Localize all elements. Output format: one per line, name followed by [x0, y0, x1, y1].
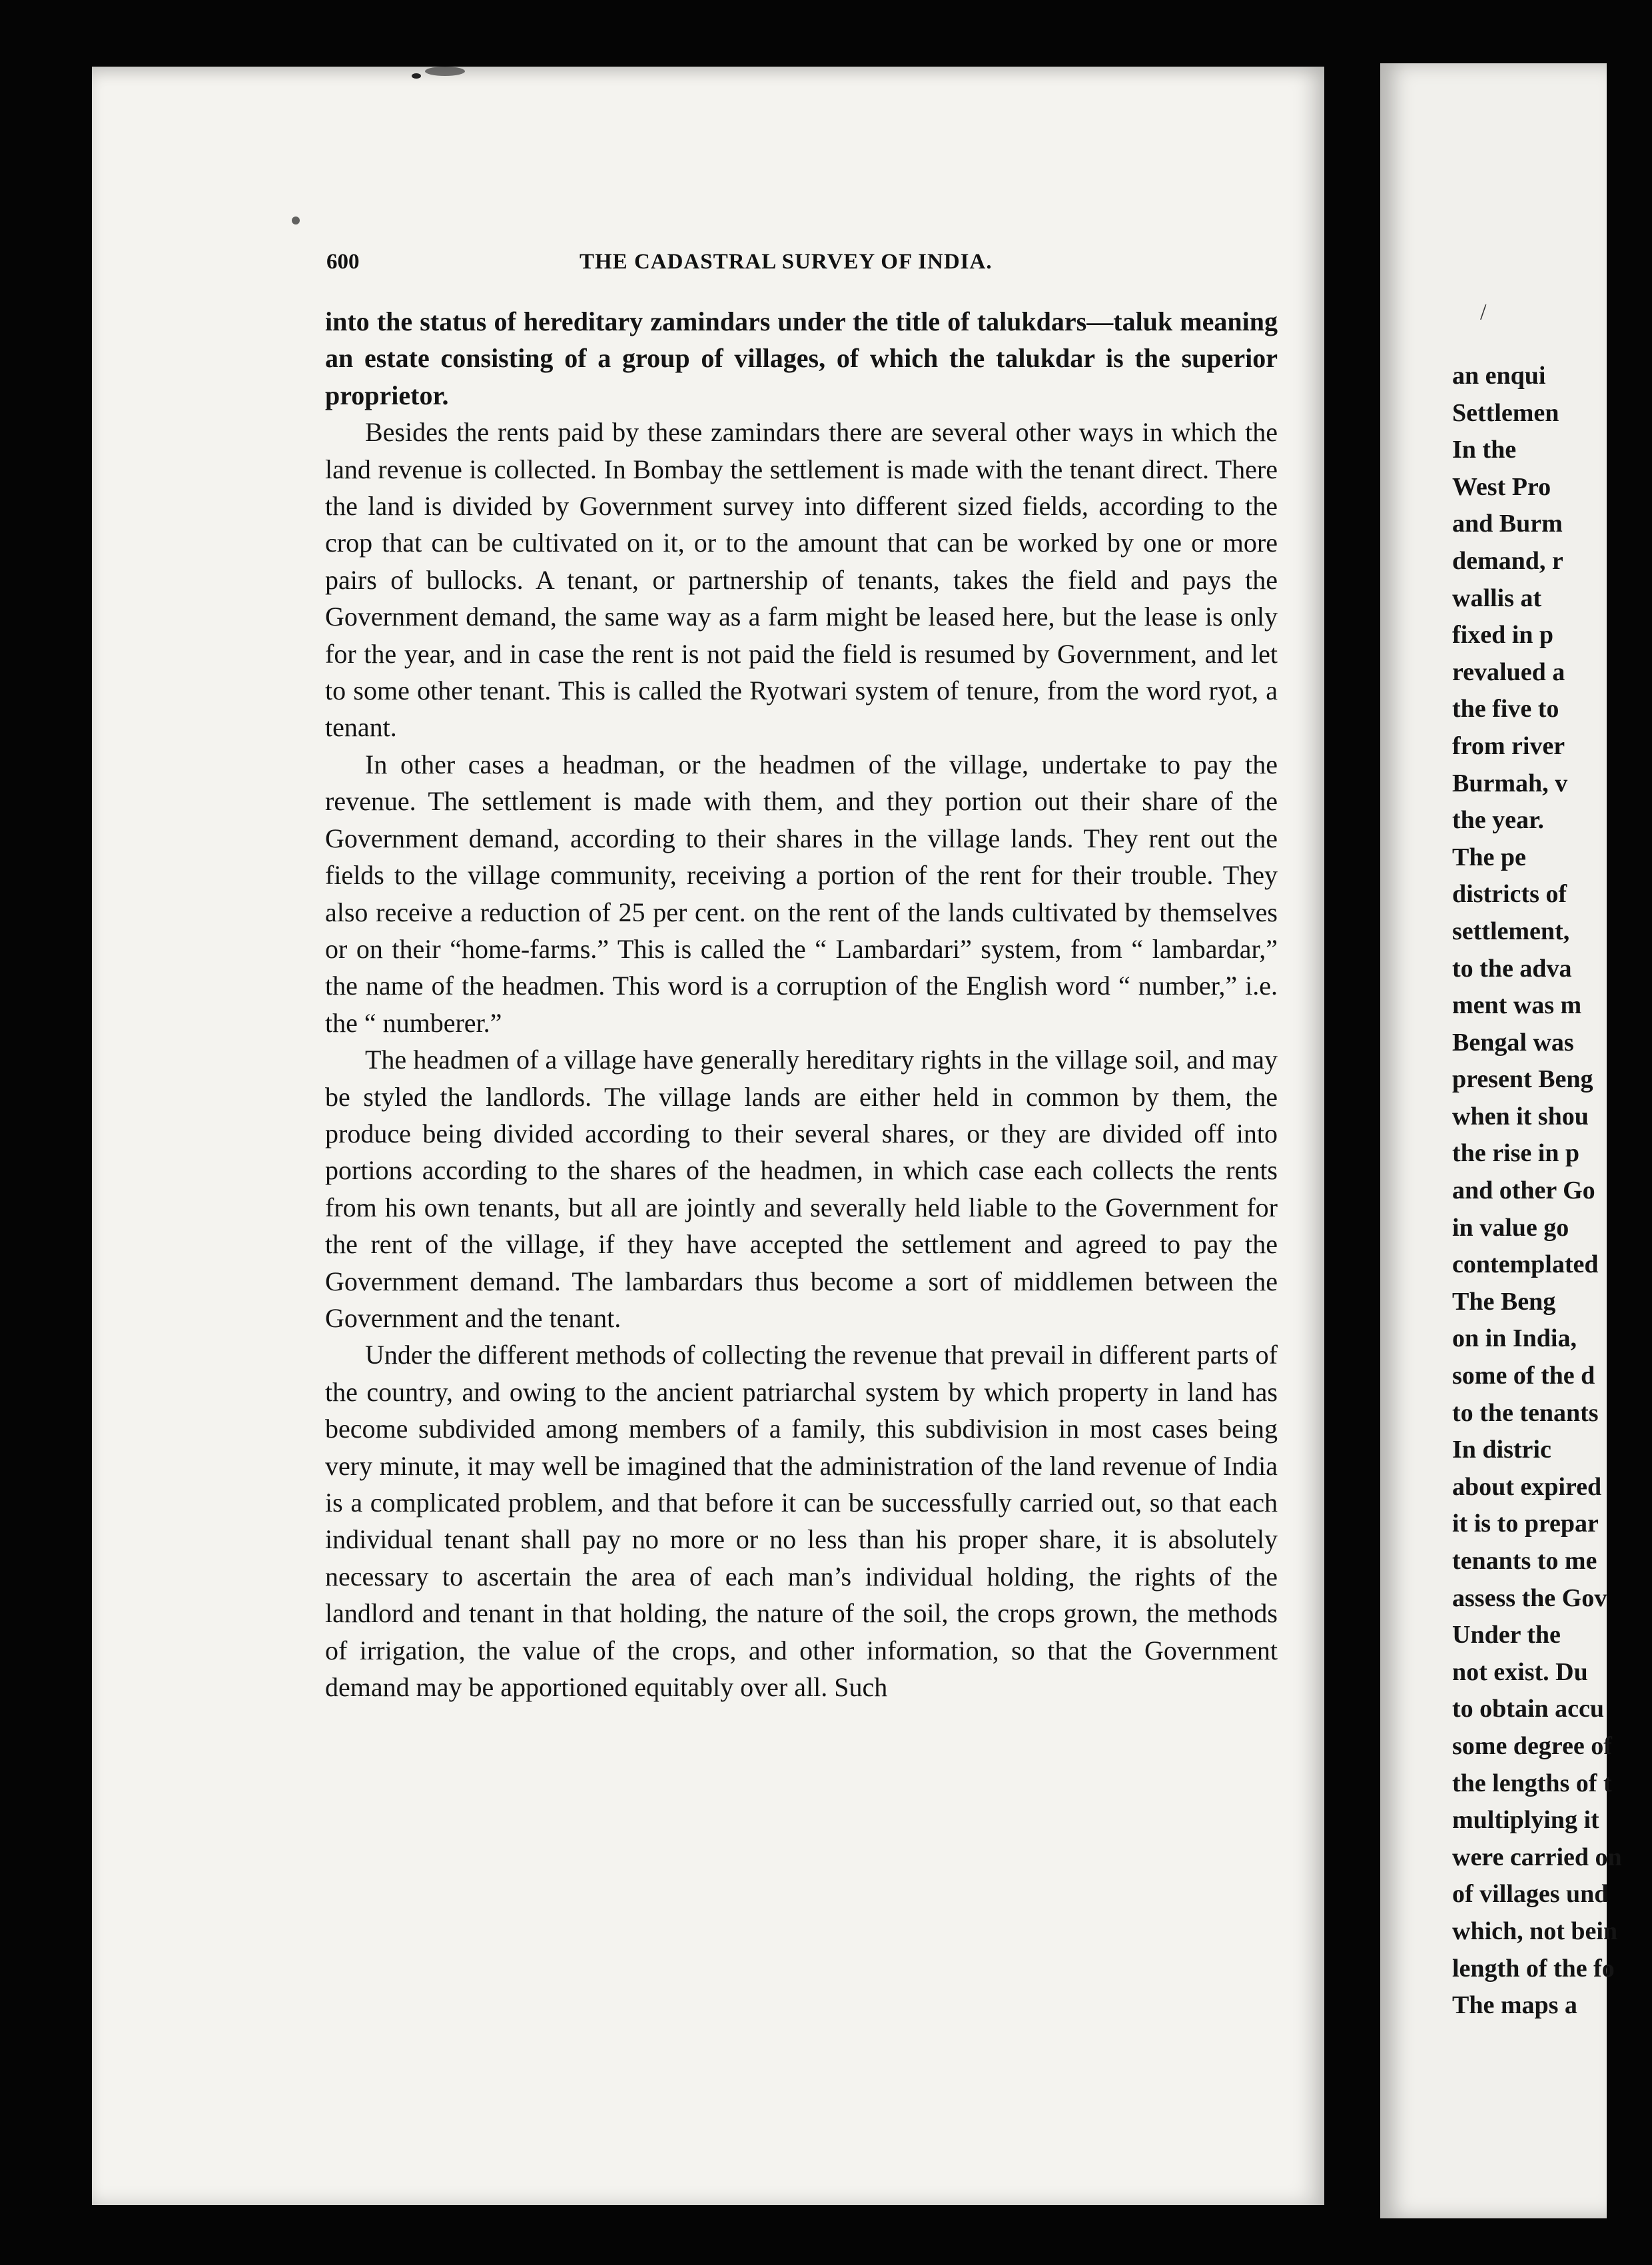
right-page-line: to the tenants [1452, 1398, 1599, 1427]
right-page-line: settlement, [1452, 917, 1570, 945]
right-page-line: to obtain accu [1452, 1695, 1604, 1723]
right-page-line: and other Go [1452, 1176, 1595, 1205]
ink-speck [412, 73, 421, 79]
right-page-line: the five to [1452, 695, 1559, 723]
page-header [233, 250, 1279, 290]
ink-speck [292, 217, 300, 225]
right-page-line: not exist. Du [1452, 1657, 1588, 1686]
right-page-line: when it shou [1452, 1102, 1589, 1131]
right-page-line: Settlemen [1452, 398, 1559, 427]
right-page-line: West Pro [1452, 472, 1551, 501]
right-page-line: tenants to me [1452, 1547, 1597, 1575]
right-page-line: from river [1452, 731, 1565, 760]
running-title: THE CADASTRAL SURVEY OF INDIA. [580, 250, 993, 274]
paragraph: In other cases a headman, or the headmen of the village, undertake to pay the revenue. The settlement is made with them, and they portion out their share of the Government demand, according to their shares in the village lands. They rent out the fields to the village community, receiving a portion of the rent for their trouble. They also receive a reduction of 25 per cent. on the rent of the lands cultivated by themselves or on their “home-farms.” This is called the “ Lambardari” system, from “ lambardar,” the name of the headmen. This word is a corruption of the English word “ number,” i.e. the “ numberer.” [325, 749, 1278, 1038]
body-text [325, 303, 1278, 1705]
paragraph: Under the different methods of collecting the revenue that prevail in different parts of the country, and owing to the ancient patriarchal system by which property in land has become subdivided among members of a family, this subdivision in most cases being very minute, it may well be imagined that the administration of the land revenue of India is a complicated problem, and that before it can be successfully carried out, so that each individual tenant shall pay no more or no less than his proper share, it is absolutely necessary to ascertain the area of each man’s individual holding, the rights of the landlord and tenant in that holding, the nature of the soil, the crops grown, the methods of irrigation, the value of the crops, and other information, so that the Government demand may be apportioned equitably over all. Such [325, 1340, 1278, 1703]
right-page-line: and Burm [1452, 510, 1563, 538]
right-page-line: assess the Gov [1452, 1584, 1607, 1612]
right-page-line: Bengal was [1452, 1028, 1574, 1057]
right-page-line: it is to prepar [1452, 1510, 1599, 1538]
right-page-line: The pe [1452, 843, 1526, 871]
right-page-line: length of the fo [1452, 1954, 1615, 1983]
right-page-line: on in India, [1452, 1324, 1577, 1353]
paragraph: Besides the rents paid by these zamindars there are several other ways in which the land revenue is collected. In Bombay the settlement is made with the tenant direct. There the land is divided by Government survey into different sized fields, according to the crop that can be cultivated on it, or to the amount that can be worked by one or more pairs of bullocks. A tenant, or partnership of tenants, takes the field and pays the Government demand, the same way as a farm might be leased here, but the lease is only for the year, and in case the rent is not paid the field is resumed by Government, and let to some other tenant. This is called the Ryotwari system of tenure, from the word ryot, a tenant. [325, 417, 1278, 743]
right-page-line: In the [1452, 436, 1517, 464]
right-page-mark: / [1480, 300, 1487, 324]
right-page-line: the year. [1452, 806, 1544, 835]
page-number: 600 [326, 250, 360, 274]
right-page-line: ment was m [1452, 991, 1582, 1020]
paragraph: into the status of hereditary zamindars under the title of talukdars—taluk meaning an estate consisting of a group of villages, of which the talukdar is the superior proprietor. [325, 306, 1278, 410]
right-page-line: to the adva [1452, 954, 1572, 983]
right-page-line: wallis at [1452, 584, 1542, 612]
right-page-line: fixed in p [1452, 621, 1554, 650]
right-page-line: The maps a [1452, 1991, 1577, 2020]
right-page-line: some of the d [1452, 1362, 1595, 1390]
right-page-line: about expired [1452, 1472, 1602, 1501]
right-page-line: contemplated [1452, 1250, 1599, 1279]
ink-speck [425, 67, 465, 76]
right-page-line: revalued a [1452, 658, 1565, 686]
right-page-line: In distric [1452, 1436, 1551, 1464]
right-page-line: The Beng [1452, 1287, 1556, 1316]
paragraph: The headmen of a village have generally hereditary rights in the village soil, and may be styled the landlords. The village lands are either held in common by them, the produce being divided according to their several shares, or they are divided off into portions according to the shares of the headmen, in which case each collects the rents from his own tenants, but all are jointly and severally held liable to the Government for the rent of the village, if they have accepted the settlement and agreed to pay the Government demand. The lambardars thus become a sort of middlemen between the Government and the tenant. [325, 1045, 1278, 1333]
right-page-line: of villages und [1452, 1880, 1609, 1909]
right-page-line: some degree of [1452, 1731, 1612, 1760]
right-page-line: the lengths of t [1452, 1769, 1612, 1797]
right-page-line: present Beng [1452, 1065, 1593, 1094]
right-page-line: an enqui [1452, 362, 1546, 390]
right-page-line: districts of [1452, 880, 1567, 909]
right-page-text [1452, 358, 1652, 2025]
right-page-line: the rise in p [1452, 1139, 1580, 1168]
right-page-line: demand, r [1452, 546, 1563, 575]
right-page-line: Under the [1452, 1621, 1561, 1649]
right-page-line: were carried on [1452, 1843, 1622, 1871]
right-page [1380, 63, 1622, 2218]
right-page-line: Burmah, v [1452, 769, 1568, 797]
right-page-line: which, not bein [1452, 1917, 1618, 1945]
right-page-line: in value go [1452, 1213, 1569, 1242]
right-page-line: multiplying it [1452, 1806, 1599, 1835]
